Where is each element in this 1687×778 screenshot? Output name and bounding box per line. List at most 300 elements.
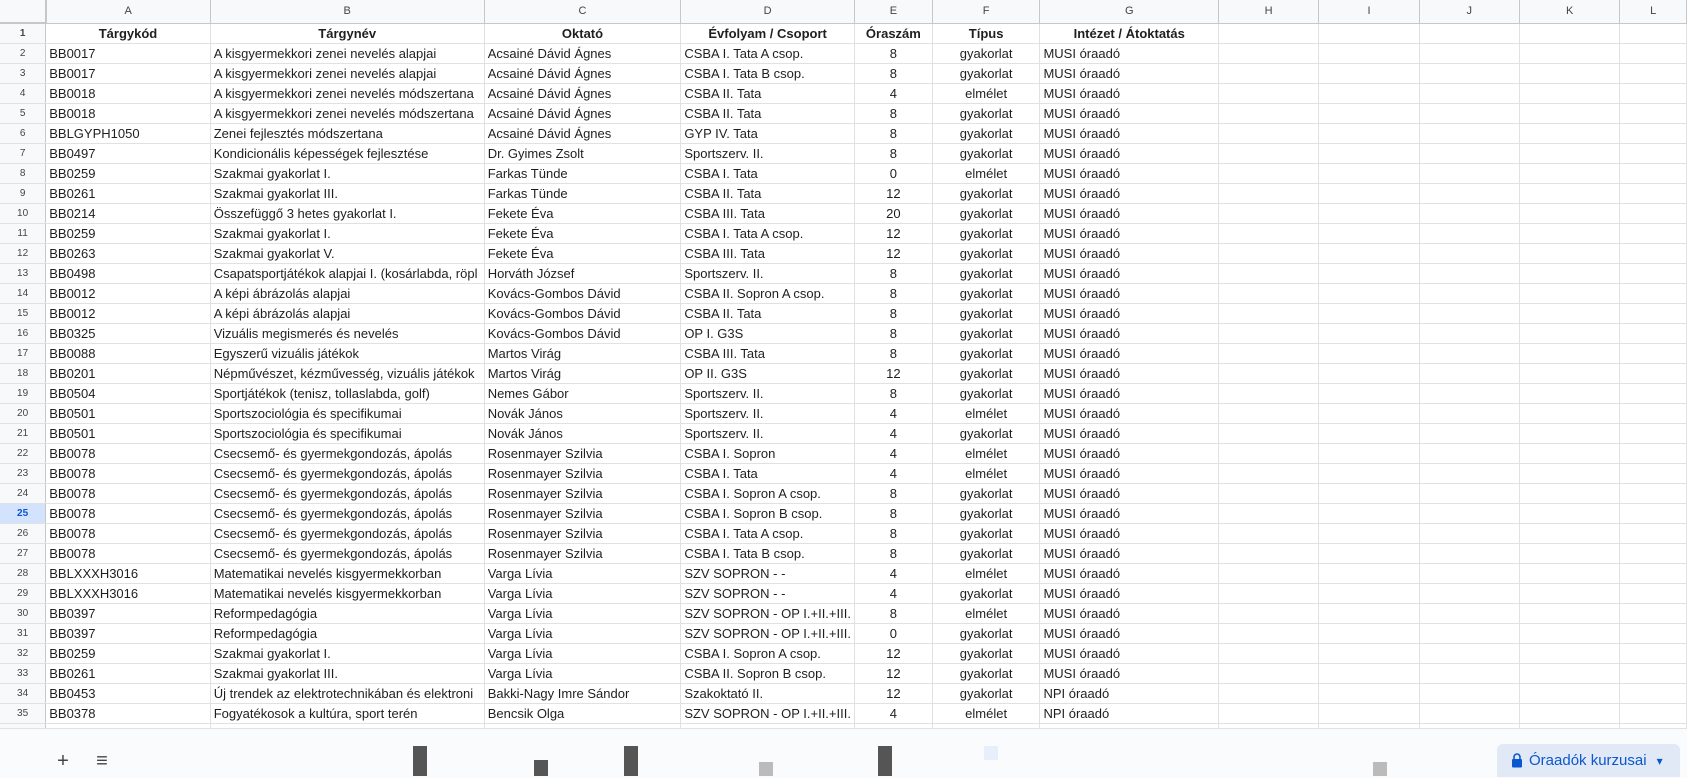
cell-e[interactable]: 12: [854, 664, 932, 684]
cell-e[interactable]: 12: [854, 364, 932, 384]
empty-cell[interactable]: [1620, 164, 1687, 184]
cell-b[interactable]: Csecsemő- és gyermekgondozás, ápolás: [210, 504, 484, 524]
cell-a[interactable]: BB0259: [46, 644, 210, 664]
cell-d[interactable]: CSBA I. Tata: [681, 164, 855, 184]
cell-a[interactable]: BB0325: [46, 324, 210, 344]
cell-e[interactable]: 8: [854, 64, 932, 84]
cell-c[interactable]: Kovács-Gombos Dávid: [484, 304, 681, 324]
empty-cell[interactable]: [1419, 384, 1519, 404]
cell-d[interactable]: OP I. G3S: [681, 324, 855, 344]
cell-e[interactable]: 8: [854, 284, 932, 304]
cell-d[interactable]: SZV SOPRON - -: [681, 564, 855, 584]
sheet-tab-oraadok-kurzusai[interactable]: [1497, 744, 1680, 777]
empty-cell[interactable]: [1319, 624, 1419, 644]
cell-d[interactable]: SZV SOPRON - -: [681, 584, 855, 604]
cell-g[interactable]: MUSI óraadó: [1040, 604, 1219, 624]
cell-a[interactable]: BB0078: [46, 544, 210, 564]
row-header[interactable]: 28: [0, 564, 46, 584]
empty-cell[interactable]: [1218, 664, 1318, 684]
cell-b[interactable]: Egyszerű vizuális játékok: [210, 344, 484, 364]
cell-g[interactable]: MUSI óraadó: [1040, 544, 1219, 564]
row-header[interactable]: 3: [0, 64, 46, 84]
empty-cell[interactable]: [1620, 224, 1687, 244]
empty-cell[interactable]: [1620, 124, 1687, 144]
empty-cell[interactable]: [1519, 224, 1619, 244]
cell-f[interactable]: gyakorlat: [932, 344, 1040, 364]
empty-cell[interactable]: [1519, 144, 1619, 164]
empty-cell[interactable]: [1218, 164, 1318, 184]
cell-g[interactable]: MUSI óraadó: [1040, 304, 1219, 324]
cell-f[interactable]: gyakorlat: [932, 304, 1040, 324]
empty-cell[interactable]: [1419, 644, 1519, 664]
cell-a[interactable]: BB0261: [46, 664, 210, 684]
empty-cell[interactable]: [1419, 124, 1519, 144]
row-header[interactable]: 5: [0, 104, 46, 124]
cell-a[interactable]: BBLXXXH3016: [46, 564, 210, 584]
cell-b[interactable]: Reformpedagógia: [210, 604, 484, 624]
empty-cell[interactable]: [1620, 324, 1687, 344]
empty-cell[interactable]: [1620, 184, 1687, 204]
cell-f[interactable]: gyakorlat: [932, 44, 1040, 64]
cell-a[interactable]: BB0078: [46, 444, 210, 464]
empty-cell[interactable]: [1620, 384, 1687, 404]
cell-b[interactable]: Reformpedagógia: [210, 624, 484, 644]
empty-cell[interactable]: [1419, 704, 1519, 724]
empty-cell[interactable]: [1419, 404, 1519, 424]
empty-cell[interactable]: [1319, 564, 1419, 584]
empty-cell[interactable]: [1218, 23, 1318, 44]
cell-c[interactable]: Varga Lívia: [484, 664, 681, 684]
cell-a[interactable]: BB0501: [46, 404, 210, 424]
empty-cell[interactable]: [1218, 224, 1318, 244]
cell-d[interactable]: CSBA I. Tata A csop.: [681, 224, 855, 244]
cell-e[interactable]: 0: [854, 624, 932, 644]
empty-cell[interactable]: [1218, 144, 1318, 164]
empty-cell[interactable]: [1319, 444, 1419, 464]
cell-c[interactable]: Acsainé Dávid Ágnes: [484, 64, 681, 84]
cell-f[interactable]: gyakorlat: [932, 504, 1040, 524]
cell-c[interactable]: Martos Virág: [484, 344, 681, 364]
empty-cell[interactable]: [1519, 304, 1619, 324]
cell-b[interactable]: Sportszociológia és specifikumai: [210, 424, 484, 444]
cell-d[interactable]: CSBA II. Sopron A csop.: [681, 284, 855, 304]
row-header[interactable]: 34: [0, 684, 46, 704]
cell-d[interactable]: CSBA II. Tata: [681, 184, 855, 204]
cell-e[interactable]: 8: [854, 264, 932, 284]
cell-f[interactable]: gyakorlat: [932, 144, 1040, 164]
cell-a[interactable]: BB0504: [46, 384, 210, 404]
row-header[interactable]: 30: [0, 604, 46, 624]
empty-cell[interactable]: [1519, 624, 1619, 644]
cell-f[interactable]: gyakorlat: [932, 544, 1040, 564]
empty-cell[interactable]: [1620, 444, 1687, 464]
empty-cell[interactable]: [1319, 684, 1419, 704]
empty-cell[interactable]: [1519, 604, 1619, 624]
empty-cell[interactable]: [1419, 544, 1519, 564]
empty-cell[interactable]: [1519, 124, 1619, 144]
cell-c[interactable]: Acsainé Dávid Ágnes: [484, 124, 681, 144]
cell-g[interactable]: MUSI óraadó: [1040, 504, 1219, 524]
column-header-k[interactable]: K: [1519, 0, 1619, 23]
column-title-cell[interactable]: Óraszám: [854, 23, 932, 44]
cell-c[interactable]: Bakki-Nagy Imre Sándor: [484, 684, 681, 704]
cell-g[interactable]: MUSI óraadó: [1040, 284, 1219, 304]
row-header[interactable]: 18: [0, 364, 46, 384]
empty-cell[interactable]: [1419, 284, 1519, 304]
cell-e[interactable]: 12: [854, 684, 932, 704]
empty-cell[interactable]: [1218, 344, 1318, 364]
cell-b[interactable]: Népművészet, kézművesség, vizuális játékok: [210, 364, 484, 384]
cell-g[interactable]: MUSI óraadó: [1040, 664, 1219, 684]
empty-cell[interactable]: [1319, 524, 1419, 544]
empty-cell[interactable]: [1419, 184, 1519, 204]
empty-cell[interactable]: [1519, 504, 1619, 524]
cell-a[interactable]: BB0078: [46, 484, 210, 504]
empty-cell[interactable]: [1620, 364, 1687, 384]
cell-c[interactable]: Bencsik Olga: [484, 704, 681, 724]
cell-b[interactable]: A kisgyermekkori zenei nevelés módszertana: [210, 84, 484, 104]
cell-g[interactable]: MUSI óraadó: [1040, 484, 1219, 504]
row-header[interactable]: 22: [0, 444, 46, 464]
cell-c[interactable]: Novák János: [484, 404, 681, 424]
row-header[interactable]: 20: [0, 404, 46, 424]
empty-cell[interactable]: [1620, 404, 1687, 424]
cell-e[interactable]: 8: [854, 524, 932, 544]
row-header[interactable]: 11: [0, 224, 46, 244]
cell-b[interactable]: Matematikai nevelés kisgyermekkorban: [210, 564, 484, 584]
empty-cell[interactable]: [1218, 304, 1318, 324]
cell-a[interactable]: BB0018: [46, 104, 210, 124]
empty-cell[interactable]: [1620, 664, 1687, 684]
cell-d[interactable]: GYP IV. Tata: [681, 124, 855, 144]
empty-cell[interactable]: [1419, 204, 1519, 224]
cell-d[interactable]: CSBA I. Sopron B csop.: [681, 504, 855, 524]
cell-g[interactable]: MUSI óraadó: [1040, 244, 1219, 264]
cell-f[interactable]: gyakorlat: [932, 484, 1040, 504]
chevron-down-icon[interactable]: ▾: [1656, 753, 1663, 768]
empty-cell[interactable]: [1519, 44, 1619, 64]
empty-cell[interactable]: [1218, 284, 1318, 304]
cell-e[interactable]: 12: [854, 644, 932, 664]
cell-e[interactable]: 8: [854, 144, 932, 164]
cell-f[interactable]: elmélet: [932, 404, 1040, 424]
cell-a[interactable]: BB0378: [46, 704, 210, 724]
cell-e[interactable]: 12: [854, 224, 932, 244]
empty-cell[interactable]: [1218, 584, 1318, 604]
row-header[interactable]: 15: [0, 304, 46, 324]
empty-cell[interactable]: [1218, 84, 1318, 104]
cell-c[interactable]: Fekete Éva: [484, 244, 681, 264]
cell-d[interactable]: Szakoktató II.: [681, 684, 855, 704]
cell-c[interactable]: Rosenmayer Szilvia: [484, 444, 681, 464]
empty-cell[interactable]: [1319, 344, 1419, 364]
cell-b[interactable]: Matematikai nevelés kisgyermekkorban: [210, 584, 484, 604]
empty-cell[interactable]: [1218, 644, 1318, 664]
empty-cell[interactable]: [1519, 424, 1619, 444]
empty-cell[interactable]: [1419, 144, 1519, 164]
cell-e[interactable]: 8: [854, 124, 932, 144]
empty-cell[interactable]: [1218, 404, 1318, 424]
empty-cell[interactable]: [1620, 684, 1687, 704]
cell-f[interactable]: gyakorlat: [932, 644, 1040, 664]
cell-f[interactable]: gyakorlat: [932, 364, 1040, 384]
cell-f[interactable]: gyakorlat: [932, 424, 1040, 444]
row-header[interactable]: 17: [0, 344, 46, 364]
empty-cell[interactable]: [1620, 104, 1687, 124]
cell-e[interactable]: 4: [854, 564, 932, 584]
empty-cell[interactable]: [1319, 264, 1419, 284]
empty-cell[interactable]: [1319, 404, 1419, 424]
cell-e[interactable]: 12: [854, 244, 932, 264]
empty-cell[interactable]: [1419, 44, 1519, 64]
cell-g[interactable]: MUSI óraadó: [1040, 404, 1219, 424]
empty-cell[interactable]: [1319, 244, 1419, 264]
cell-c[interactable]: Martos Virág: [484, 364, 681, 384]
cell-e[interactable]: 8: [854, 384, 932, 404]
empty-cell[interactable]: [1620, 624, 1687, 644]
row-header[interactable]: 12: [0, 244, 46, 264]
empty-cell[interactable]: [1218, 704, 1318, 724]
empty-cell[interactable]: [1419, 64, 1519, 84]
cell-d[interactable]: CSBA I. Tata A csop.: [681, 44, 855, 64]
cell-a[interactable]: BB0018: [46, 84, 210, 104]
cell-g[interactable]: MUSI óraadó: [1040, 184, 1219, 204]
row-header[interactable]: 13: [0, 264, 46, 284]
empty-cell[interactable]: [1519, 164, 1619, 184]
empty-cell[interactable]: [1620, 23, 1687, 44]
cell-a[interactable]: BB0497: [46, 144, 210, 164]
empty-cell[interactable]: [1419, 524, 1519, 544]
empty-cell[interactable]: [1218, 384, 1318, 404]
cell-c[interactable]: Acsainé Dávid Ágnes: [484, 44, 681, 64]
empty-cell[interactable]: [1419, 364, 1519, 384]
cell-e[interactable]: 4: [854, 704, 932, 724]
empty-cell[interactable]: [1620, 464, 1687, 484]
empty-cell[interactable]: [1319, 124, 1419, 144]
cell-e[interactable]: 8: [854, 324, 932, 344]
empty-cell[interactable]: [1519, 244, 1619, 264]
column-header-e[interactable]: E: [854, 0, 932, 23]
cell-c[interactable]: Fekete Éva: [484, 224, 681, 244]
empty-cell[interactable]: [1218, 504, 1318, 524]
cell-c[interactable]: Farkas Tünde: [484, 164, 681, 184]
empty-cell[interactable]: [1419, 84, 1519, 104]
cell-a[interactable]: BB0261: [46, 184, 210, 204]
cell-c[interactable]: Varga Lívia: [484, 644, 681, 664]
column-header-j[interactable]: J: [1419, 0, 1519, 23]
empty-cell[interactable]: [1620, 344, 1687, 364]
select-all-corner[interactable]: [0, 0, 46, 23]
empty-cell[interactable]: [1620, 504, 1687, 524]
cell-e[interactable]: 12: [854, 184, 932, 204]
cell-e[interactable]: 8: [854, 104, 932, 124]
empty-cell[interactable]: [1218, 544, 1318, 564]
cell-d[interactable]: CSBA I. Sopron: [681, 444, 855, 464]
cell-b[interactable]: Csecsemő- és gyermekgondozás, ápolás: [210, 484, 484, 504]
column-header-i[interactable]: I: [1319, 0, 1419, 23]
cell-f[interactable]: gyakorlat: [932, 284, 1040, 304]
cell-c[interactable]: Horváth József: [484, 264, 681, 284]
cell-f[interactable]: gyakorlat: [932, 384, 1040, 404]
cell-d[interactable]: CSBA I. Tata: [681, 464, 855, 484]
row-header[interactable]: 23: [0, 464, 46, 484]
cell-e[interactable]: 8: [854, 344, 932, 364]
column-header-h[interactable]: H: [1218, 0, 1318, 23]
cell-g[interactable]: MUSI óraadó: [1040, 104, 1219, 124]
cell-e[interactable]: 4: [854, 424, 932, 444]
empty-cell[interactable]: [1319, 84, 1419, 104]
empty-cell[interactable]: [1319, 504, 1419, 524]
cell-d[interactable]: CSBA I. Sopron A csop.: [681, 644, 855, 664]
cell-a[interactable]: BB0397: [46, 604, 210, 624]
empty-cell[interactable]: [1319, 544, 1419, 564]
cell-b[interactable]: Összefüggő 3 hetes gyakorlat I.: [210, 204, 484, 224]
cell-a[interactable]: BB0012: [46, 284, 210, 304]
cell-b[interactable]: Fogyatékosok a kultúra, sport terén: [210, 704, 484, 724]
cell-g[interactable]: MUSI óraadó: [1040, 464, 1219, 484]
row-header[interactable]: 21: [0, 424, 46, 444]
cell-b[interactable]: Szakmai gyakorlat III.: [210, 184, 484, 204]
cell-f[interactable]: elmélet: [932, 564, 1040, 584]
empty-cell[interactable]: [1319, 644, 1419, 664]
cell-f[interactable]: gyakorlat: [932, 184, 1040, 204]
cell-a[interactable]: BB0259: [46, 164, 210, 184]
cell-d[interactable]: CSBA II. Tata: [681, 84, 855, 104]
empty-cell[interactable]: [1620, 144, 1687, 164]
cell-g[interactable]: MUSI óraadó: [1040, 444, 1219, 464]
cell-b[interactable]: Új trendek az elektrotechnikában és elektroni: [210, 684, 484, 704]
row-header[interactable]: 4: [0, 84, 46, 104]
cell-g[interactable]: MUSI óraadó: [1040, 64, 1219, 84]
cell-c[interactable]: Rosenmayer Szilvia: [484, 504, 681, 524]
cell-d[interactable]: CSBA I. Tata A csop.: [681, 524, 855, 544]
cell-a[interactable]: BB0078: [46, 464, 210, 484]
empty-cell[interactable]: [1218, 44, 1318, 64]
column-header-f[interactable]: F: [932, 0, 1040, 23]
cell-f[interactable]: gyakorlat: [932, 64, 1040, 84]
all-sheets-button[interactable]: [89, 748, 115, 774]
empty-cell[interactable]: [1218, 244, 1318, 264]
empty-cell[interactable]: [1519, 264, 1619, 284]
cell-e[interactable]: 4: [854, 84, 932, 104]
empty-cell[interactable]: [1519, 404, 1619, 424]
cell-d[interactable]: CSBA III. Tata: [681, 204, 855, 224]
empty-cell[interactable]: [1519, 444, 1619, 464]
cell-f[interactable]: elmélet: [932, 604, 1040, 624]
empty-cell[interactable]: [1419, 164, 1519, 184]
empty-cell[interactable]: [1419, 104, 1519, 124]
cell-b[interactable]: Csecsemő- és gyermekgondozás, ápolás: [210, 464, 484, 484]
cell-g[interactable]: NPI óraadó: [1040, 704, 1219, 724]
empty-cell[interactable]: [1519, 564, 1619, 584]
empty-cell[interactable]: [1218, 424, 1318, 444]
row-header[interactable]: 26: [0, 524, 46, 544]
row-header[interactable]: 1: [0, 23, 46, 44]
empty-cell[interactable]: [1218, 604, 1318, 624]
cell-f[interactable]: gyakorlat: [932, 684, 1040, 704]
empty-cell[interactable]: [1519, 644, 1619, 664]
cell-f[interactable]: elmélet: [932, 444, 1040, 464]
cell-g[interactable]: NPI óraadó: [1040, 684, 1219, 704]
cell-d[interactable]: Sportszerv. II.: [681, 144, 855, 164]
empty-cell[interactable]: [1218, 264, 1318, 284]
cell-c[interactable]: Nemes Gábor: [484, 384, 681, 404]
cell-g[interactable]: MUSI óraadó: [1040, 524, 1219, 544]
empty-cell[interactable]: [1519, 344, 1619, 364]
empty-cell[interactable]: [1319, 304, 1419, 324]
cell-g[interactable]: MUSI óraadó: [1040, 364, 1219, 384]
cell-f[interactable]: gyakorlat: [932, 224, 1040, 244]
cell-c[interactable]: Acsainé Dávid Ágnes: [484, 104, 681, 124]
empty-cell[interactable]: [1620, 284, 1687, 304]
cell-d[interactable]: CSBA I. Sopron A csop.: [681, 484, 855, 504]
cell-a[interactable]: BB0453: [46, 684, 210, 704]
empty-cell[interactable]: [1319, 44, 1419, 64]
empty-cell[interactable]: [1419, 484, 1519, 504]
empty-cell[interactable]: [1218, 204, 1318, 224]
row-header[interactable]: 8: [0, 164, 46, 184]
empty-cell[interactable]: [1319, 144, 1419, 164]
empty-cell[interactable]: [1519, 204, 1619, 224]
cell-f[interactable]: elmélet: [932, 84, 1040, 104]
empty-cell[interactable]: [1319, 64, 1419, 84]
empty-cell[interactable]: [1620, 704, 1687, 724]
cell-a[interactable]: BB0501: [46, 424, 210, 444]
row-header[interactable]: 6: [0, 124, 46, 144]
empty-cell[interactable]: [1419, 244, 1519, 264]
cell-e[interactable]: 8: [854, 604, 932, 624]
cell-g[interactable]: MUSI óraadó: [1040, 384, 1219, 404]
empty-cell[interactable]: [1519, 664, 1619, 684]
cell-c[interactable]: Acsainé Dávid Ágnes: [484, 84, 681, 104]
cell-f[interactable]: gyakorlat: [932, 584, 1040, 604]
cell-d[interactable]: CSBA I. Tata B csop.: [681, 544, 855, 564]
empty-cell[interactable]: [1519, 64, 1619, 84]
cell-c[interactable]: Varga Lívia: [484, 584, 681, 604]
empty-cell[interactable]: [1319, 484, 1419, 504]
cell-a[interactable]: BB0259: [46, 224, 210, 244]
empty-cell[interactable]: [1218, 484, 1318, 504]
empty-cell[interactable]: [1419, 504, 1519, 524]
cell-e[interactable]: 8: [854, 544, 932, 564]
cell-d[interactable]: CSBA I. Tata B csop.: [681, 64, 855, 84]
cell-a[interactable]: BB0017: [46, 64, 210, 84]
cell-b[interactable]: Szakmai gyakorlat I.: [210, 224, 484, 244]
cell-d[interactable]: Sportszerv. II.: [681, 404, 855, 424]
empty-cell[interactable]: [1218, 124, 1318, 144]
empty-cell[interactable]: [1319, 424, 1419, 444]
row-header[interactable]: 24: [0, 484, 46, 504]
cell-b[interactable]: Csapatsportjátékok alapjai I. (kosárlabda, röpl: [210, 264, 484, 284]
row-header[interactable]: 31: [0, 624, 46, 644]
cell-a[interactable]: BB0012: [46, 304, 210, 324]
cell-a[interactable]: BBLXXXH3016: [46, 584, 210, 604]
empty-cell[interactable]: [1620, 424, 1687, 444]
cell-c[interactable]: Dr. Gyimes Zsolt: [484, 144, 681, 164]
cell-g[interactable]: MUSI óraadó: [1040, 204, 1219, 224]
cell-g[interactable]: MUSI óraadó: [1040, 164, 1219, 184]
cell-d[interactable]: CSBA II. Tata: [681, 304, 855, 324]
empty-cell[interactable]: [1419, 444, 1519, 464]
cell-f[interactable]: gyakorlat: [932, 124, 1040, 144]
cell-b[interactable]: Csecsemő- és gyermekgondozás, ápolás: [210, 444, 484, 464]
cell-a[interactable]: BB0397: [46, 624, 210, 644]
cell-f[interactable]: gyakorlat: [932, 244, 1040, 264]
empty-cell[interactable]: [1519, 484, 1619, 504]
empty-cell[interactable]: [1620, 304, 1687, 324]
cell-e[interactable]: 8: [854, 44, 932, 64]
empty-cell[interactable]: [1620, 524, 1687, 544]
